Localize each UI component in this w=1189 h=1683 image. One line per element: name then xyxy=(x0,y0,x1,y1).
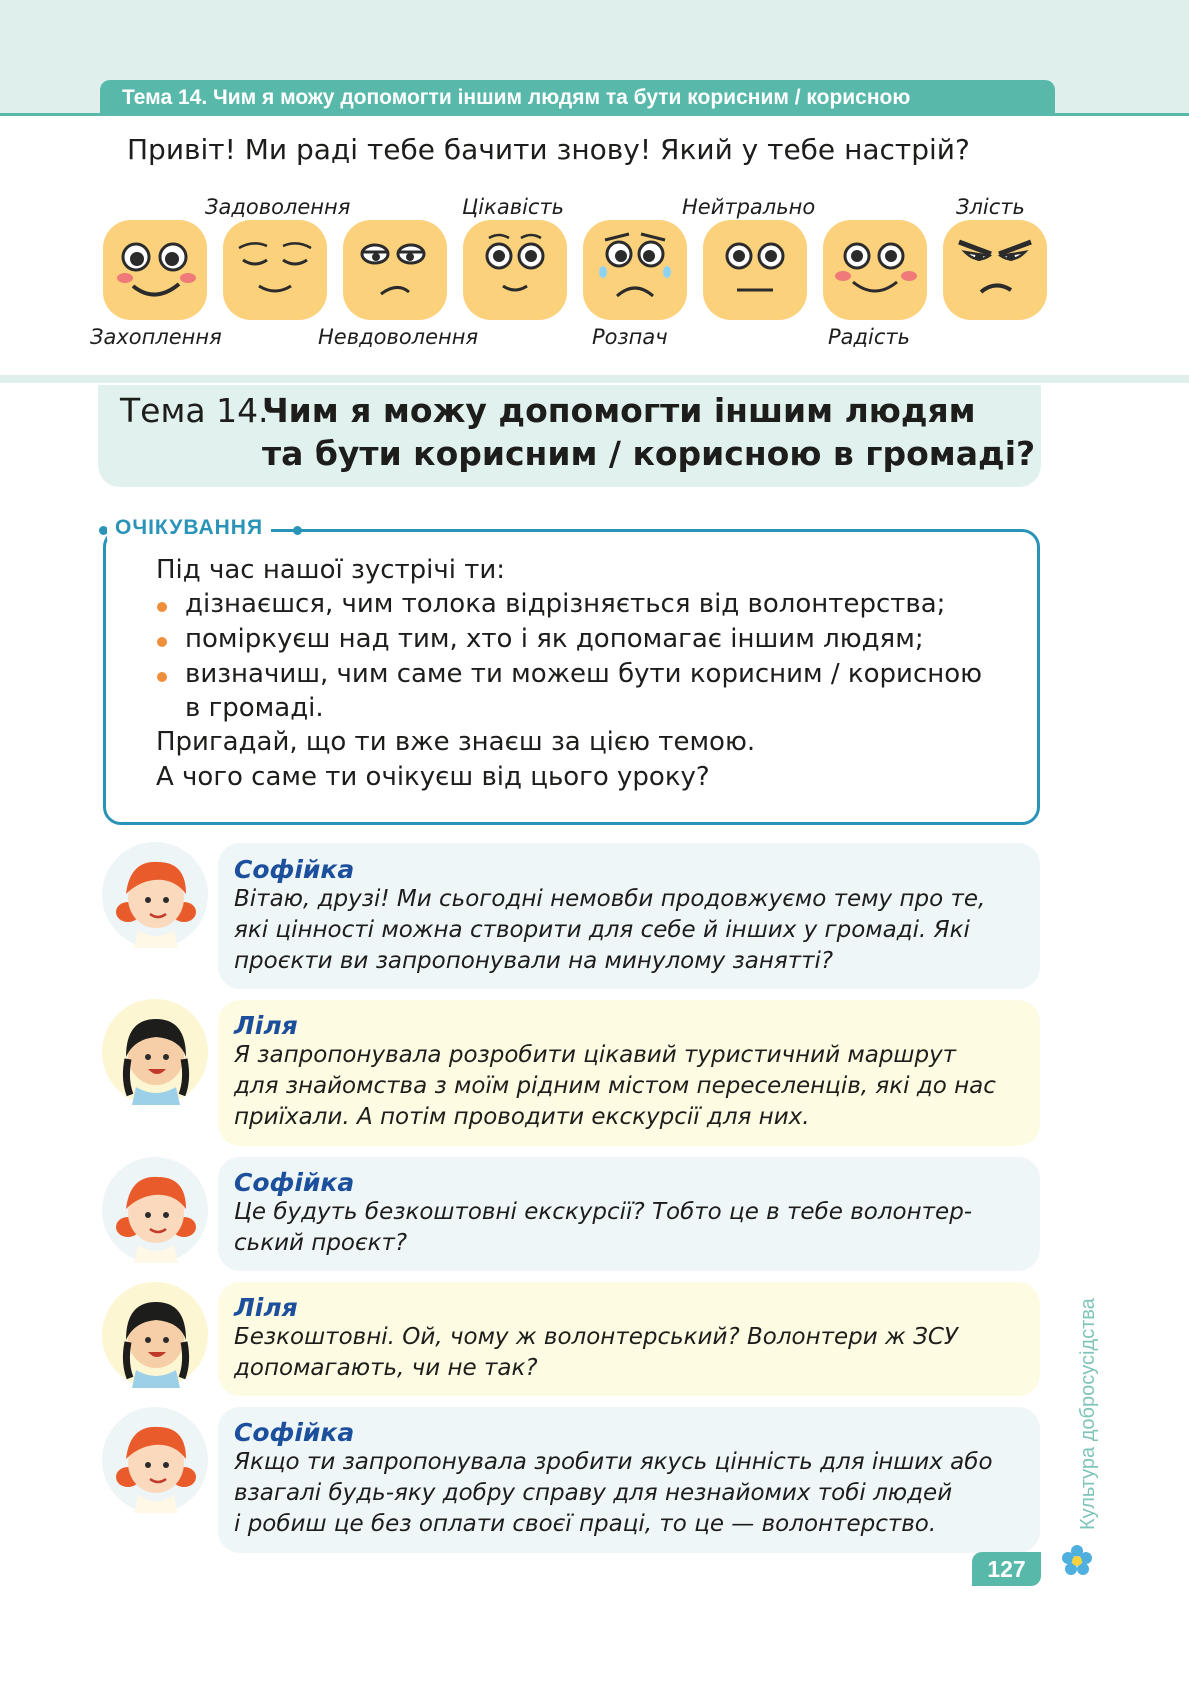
speaker-name: Ліля xyxy=(234,1293,298,1322)
expectations-intro: Під час нашої зустрічі ти: xyxy=(156,555,506,585)
speaker-name: Софійка xyxy=(234,855,355,884)
mood-label-despair: Розпач xyxy=(592,325,668,349)
dialogue-line: взагалі будь-яку добру справу для незнайомих тобі людей xyxy=(234,1480,953,1506)
mood-label-joy: Радість xyxy=(828,325,911,349)
header-divider xyxy=(0,113,1189,116)
dialogue-line: і робиш це без оплати своєї праці, то це — волонтерство. xyxy=(234,1511,937,1537)
satisfaction-face-icon[interactable] xyxy=(223,220,327,320)
expectation-item: визначиш, чим саме ти можеш бути корисним / корисною xyxy=(185,659,983,689)
sofiika-avatar xyxy=(102,842,208,948)
expectation-item: дізнаєшся, чим толока відрізняється від волонтерства; xyxy=(185,589,946,619)
page-number: 127 xyxy=(972,1552,1041,1586)
dialogue-line: Безкоштовні. Ой, чому ж волонтерський? Волонтери ж ЗСУ xyxy=(234,1324,958,1350)
expectation-item: поміркуєш над тим, хто і як допомагає іншим людям; xyxy=(185,624,924,654)
dialogue-line: приїхали. А потім проводити екскурсії для них. xyxy=(234,1104,810,1130)
bullet-dot xyxy=(157,602,167,612)
joy-face-icon[interactable] xyxy=(823,220,927,320)
lilia-avatar xyxy=(102,999,208,1105)
greeting-text: Привіт! Ми раді тебе бачити знову! Який у тебе настрій? xyxy=(127,133,970,166)
mood-label-anger: Злість xyxy=(956,195,1025,219)
section-divider xyxy=(0,375,1189,383)
dialogue-line: які цінності можна створити для себе й інших у громаді. Які xyxy=(234,917,970,943)
dialogue-line: допомагають, чи не так? xyxy=(234,1355,538,1381)
delight-face-icon[interactable] xyxy=(103,220,207,320)
dialogue-line: для знайомства з моїм рідним містом переселенців, які до нас xyxy=(234,1073,996,1099)
title-prefix: Тема 14. xyxy=(120,391,269,430)
flower-icon xyxy=(1059,1542,1095,1578)
curiosity-face-icon[interactable] xyxy=(463,220,567,320)
section-side-label: Культура добросусідства xyxy=(1077,1298,1099,1530)
sofiika-avatar xyxy=(102,1407,208,1513)
sofiika-avatar xyxy=(102,1157,208,1263)
bullet-dot xyxy=(157,637,167,647)
lilia-avatar xyxy=(102,1282,208,1388)
dialogue-line: проєкти ви запропонували на минулому занятті? xyxy=(234,948,834,974)
dialogue-line: Це будуть безкоштовні екскурсії? Тобто це в тебе волонтер- xyxy=(234,1199,973,1225)
mood-label-satisfaction: Задоволення xyxy=(205,195,351,219)
dissatisfaction-face-icon[interactable] xyxy=(343,220,447,320)
speaker-name: Ліля xyxy=(234,1011,298,1040)
dialogue-line: Я запропонувала розробити цікавий туристичний маршрут xyxy=(234,1042,957,1068)
speaker-name: Софійка xyxy=(234,1418,355,1447)
page-title-line2: та бути корисним / корисною в громаді? xyxy=(262,434,1036,473)
expectations-question: А чого саме ти очікуєш від цього уроку? xyxy=(156,762,710,792)
anger-face-icon[interactable] xyxy=(943,220,1047,320)
bullet-dot xyxy=(157,672,167,682)
expectations-label: ОЧІКУВАННЯ xyxy=(107,516,271,540)
expectations-outro: Пригадай, що ти вже знаєш за цією темою. xyxy=(156,727,756,757)
page-title-line1: Чим я можу допомогти іншим людям xyxy=(262,391,976,430)
neutral-face-icon[interactable] xyxy=(703,220,807,320)
expectation-item-continuation: в громаді. xyxy=(185,693,324,723)
topic-header: Тема 14. Чим я можу допомогти іншим людям та бути корисним / корисною xyxy=(100,80,1055,115)
frame-dot xyxy=(293,526,302,535)
mood-label-neutral: Нейтрально xyxy=(682,195,816,219)
mood-label-curiosity: Цікавість xyxy=(462,195,565,219)
dialogue-line: Якщо ти запропонувала зробити якусь цінність для інших або xyxy=(234,1449,993,1475)
despair-face-icon[interactable] xyxy=(583,220,687,320)
mood-label-dissatisfaction: Невдоволення xyxy=(318,325,479,349)
speaker-name: Софійка xyxy=(234,1168,355,1197)
dialogue-line: Вітаю, друзі! Ми сьогодні немовби продовжуємо тему про те, xyxy=(234,886,986,912)
mood-label-delight: Захоплення xyxy=(90,325,222,349)
dialogue-line: ський проєкт? xyxy=(234,1230,408,1256)
